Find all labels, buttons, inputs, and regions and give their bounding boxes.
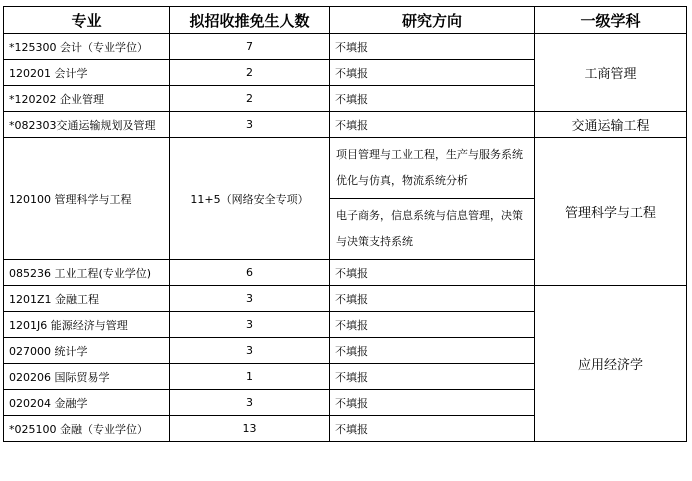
discipline-cell: 工商管理 [535,34,687,112]
direction-cell: 不填报 [330,312,535,338]
recommendation-quota-table [3,6,687,442]
direction-cell: 不填报 [330,86,535,112]
discipline-cell: 管理科学与工程 [535,138,687,286]
count-cell: 6 [170,260,330,286]
count-cell: 7 [170,34,330,60]
count-cell: 2 [170,60,330,86]
header-row [4,7,687,34]
major-cell: 120100 管理科学与工程 [4,138,170,260]
count-cell: 3 [170,338,330,364]
direction-cell: 不填报 [330,416,535,442]
direction-cell: 不填报 [330,60,535,86]
major-cell: 120201 会计学 [4,60,170,86]
direction-cell: 不填报 [330,364,535,390]
count-cell: 3 [170,312,330,338]
direction-cell: 不填报 [330,34,535,60]
count-cell: 3 [170,286,330,312]
table-row [4,286,687,312]
major-cell: *125300 会计（专业学位） [4,34,170,60]
header-discipline: 一级学科 [535,7,687,34]
major-cell: 1201J6 能源经济与管理 [4,312,170,338]
count-cell: 11+5（网络安全专项） [170,138,330,260]
direction-cell: 不填报 [330,112,535,138]
header-count: 拟招收推免生人数 [170,7,330,34]
direction-cell: 电子商务，信息系统与信息管理，决策与决策支持系统 [330,199,535,260]
direction-cell: 不填报 [330,338,535,364]
count-cell: 3 [170,112,330,138]
major-cell: *082303交通运输规划及管理 [4,112,170,138]
major-cell: *025100 金融（专业学位） [4,416,170,442]
major-cell: 027000 统计学 [4,338,170,364]
table-row [4,112,687,138]
major-cell: 1201Z1 金融工程 [4,286,170,312]
count-cell: 2 [170,86,330,112]
count-cell: 1 [170,364,330,390]
count-cell: 3 [170,390,330,416]
direction-cell: 不填报 [330,390,535,416]
discipline-cell: 应用经济学 [535,286,687,442]
table-row [4,34,687,60]
discipline-cell: 交通运输工程 [535,112,687,138]
major-cell: 085236 工业工程(专业学位) [4,260,170,286]
direction-cell: 不填报 [330,260,535,286]
major-cell: 020204 金融学 [4,390,170,416]
major-cell: *120202 企业管理 [4,86,170,112]
table-row [4,138,687,199]
count-cell: 13 [170,416,330,442]
header-major: 专业 [4,7,170,34]
direction-cell: 不填报 [330,286,535,312]
major-cell: 020206 国际贸易学 [4,364,170,390]
direction-cell: 项目管理与工业工程，生产与服务系统优化与仿真，物流系统分析 [330,138,535,199]
header-direction: 研究方向 [330,7,535,34]
